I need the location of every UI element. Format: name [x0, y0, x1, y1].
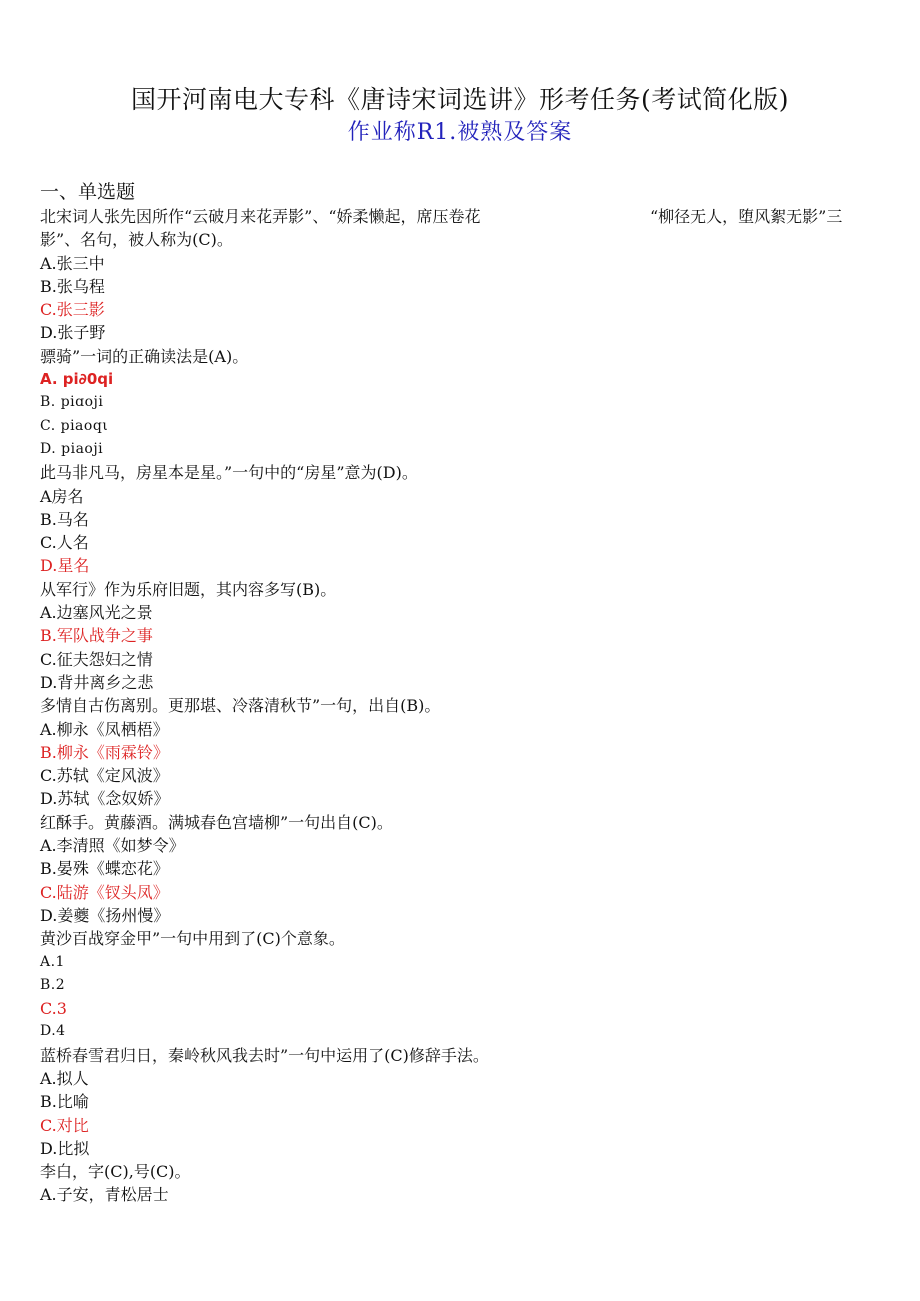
question-list: [40, 205, 900, 1207]
option-d: D.背井离乡之悲: [40, 672, 154, 692]
section-heading: 一、单选题: [40, 181, 136, 203]
question-stem-right-text: “柳径无人，堕风絮无影”三: [650, 207, 843, 226]
option-a: A.拟人: [40, 1068, 89, 1088]
option-a-correct: A. pi∂0qi: [40, 370, 114, 389]
option-b: B. piɑoji: [40, 394, 104, 411]
option-c: C.人名: [40, 533, 89, 553]
question-stem: 多情自古伤离别。更那堪、冷落清秋节”一句，出自(B)。: [40, 696, 441, 716]
document-subtitle: 作业称R1.被熟及答案: [347, 120, 573, 145]
option-a: A房名: [40, 486, 84, 506]
option-c: C.征夫怨妇之情: [40, 649, 153, 669]
option-d: D.苏轼《念奴娇》: [40, 789, 170, 809]
question-stem: 骠骑”一词的正确读法是(A)。: [40, 346, 249, 366]
option-d-correct: D.星名: [40, 556, 90, 576]
option-c: C. piaoqι: [40, 417, 109, 434]
option-d: D.比拟: [40, 1138, 90, 1158]
option-d: D.4: [40, 1023, 66, 1040]
option-b: B.张乌程: [40, 276, 105, 296]
option-a: A.1: [40, 953, 65, 970]
option-c-correct: C.3: [40, 999, 67, 1019]
option-c-correct: C.对比: [40, 1115, 89, 1135]
question-stem: 红酥手。黄藤酒。满城春色宫墙柳”一句出自(C)。: [40, 812, 393, 832]
question-stem: 李白，字(C),号(C)。: [40, 1162, 191, 1182]
option-d: D.姜夔《扬州慢》: [40, 905, 170, 925]
question-stem-continued: 影”、名句，被人称为(C)。: [40, 230, 233, 250]
option-a: A.张三中: [40, 253, 105, 273]
document-title: 国开河南电大专科《唐诗宋词选讲》形考任务(考试简化版): [130, 85, 789, 114]
option-d: D.张子野: [40, 323, 106, 343]
question-stem: 黄沙百战穿金甲”一句中用到了(C)个意象。: [40, 929, 345, 949]
option-a: A.李清照《如梦令》: [40, 836, 185, 856]
option-b: B.2: [40, 976, 66, 993]
option-b-correct: B.军队战争之事: [40, 626, 153, 646]
option-c-correct: C.陆游《钗头凤》: [40, 882, 169, 902]
option-a: A.子安，青松居士: [40, 1185, 169, 1205]
option-c: C.苏轼《定风波》: [40, 766, 169, 786]
option-b: B.马名: [40, 509, 89, 529]
option-b: B.晏殊《蝶恋花》: [40, 859, 169, 879]
option-b: B.比喻: [40, 1092, 89, 1112]
question-stem: 蓝桥春雪君归日，秦岭秋风我去时”一句中运用了(C)修辞手法。: [40, 1045, 489, 1065]
question-stem: 此马非凡马，房星本是星。”一句中的“房星”意为(D)。: [40, 463, 418, 483]
question-stem: 从军行》作为乐府旧题，其内容多写(B)。: [40, 579, 337, 599]
option-a: A.柳永《凤栖梧》: [40, 719, 169, 739]
option-a: A.边塞风光之景: [40, 603, 153, 623]
option-d: D. piaoji: [40, 440, 104, 457]
option-c-correct: C.张三影: [40, 300, 105, 320]
option-b-correct: B.柳永《雨霖铃》: [40, 742, 169, 762]
question-stem-text: 北宋词人张先因所作“云破月来花弄影”、“娇柔懒起，席压卷花: [40, 207, 481, 226]
question-stem: [40, 205, 900, 228]
